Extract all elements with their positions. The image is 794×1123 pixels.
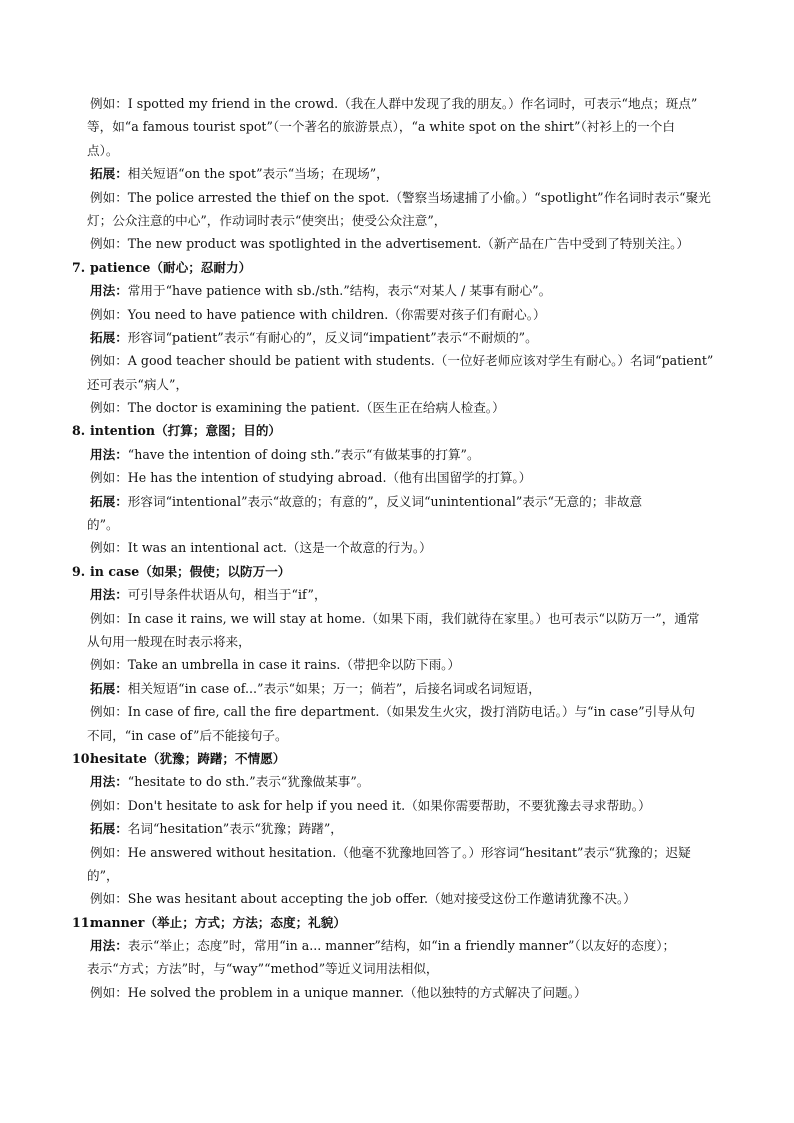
- text-line: 例如：The new product was spotlighted in the advertisement.（新产品在广告中受到了特别关注。）: [90, 236, 690, 252]
- label-text: 表示“举止；态度”时，常用“in a... manner”结构，如“in a friendly manner”（以友好的态度）；: [127, 938, 676, 954]
- text-line: 例如：I spotted my friend in the crowd.（我在人群中发现了我的朋友。）作名词时，可表示“地点；斑点”: [90, 96, 698, 111]
- label-text: 可引导条件状语从句，相当于“if”，: [127, 587, 327, 603]
- vocab-entry-heading: [72, 911, 732, 934]
- usage-line: [72, 443, 732, 466]
- entry-title: patience（耐心；忍耐力）: [90, 259, 252, 275]
- text-line: 例如：It was an intentional act.（这是一个故意的行为。）: [90, 540, 432, 556]
- text-line: 例如：A good teacher should be patient with students.（一位好老师应该对学生有耐心。）名词“patient”: [90, 353, 714, 369]
- label-text: “hesitate to do sth.”表示“犹豫做某事”。: [127, 774, 370, 790]
- usage-line: [72, 326, 732, 349]
- label-text: 相关短语“in case of...”表示“如果；万一；倘若”，后接名词或名词短语，: [127, 680, 541, 696]
- text-line: 不同，“in case of”后不能接句子。: [87, 727, 288, 743]
- text-line: 例如：The doctor is examining the patient.（医生正在给病人检查。）: [90, 400, 505, 416]
- label-key: 拓展：: [90, 493, 128, 509]
- text-line: 例如：She was hesitant about accepting the job offer.（她对接受这份工作邀请犹豫不决。）: [90, 891, 636, 907]
- usage-line: [72, 583, 732, 606]
- usage-line: [72, 817, 732, 840]
- usage-line: [72, 279, 732, 302]
- entry-number: 9.: [72, 563, 86, 579]
- label-key: 用法：: [90, 938, 128, 954]
- label-key: 拓展：: [90, 329, 128, 345]
- text-line: 表示“方式；方法”时，与“way”“method”等近义词用法相似，: [87, 961, 439, 977]
- vocab-entry-heading: [72, 256, 732, 279]
- text-line: 的”，: [87, 867, 119, 883]
- text-line: 例如：You need to have patience with children.（你需要对孩子们有耐心。）: [90, 306, 546, 322]
- label-key: 拓展：: [90, 680, 128, 696]
- label-key: 拓展：: [90, 821, 128, 837]
- text-line: 例如：Don't hesitate to ask for help if you need it.（如果你需要帮助，不要犹豫去寻求帮助。）: [90, 797, 651, 813]
- text-line: 点）。: [87, 142, 119, 158]
- label-text: 名词“hesitation”表示“犹豫；踌躇”，: [127, 821, 343, 837]
- text-line: 还可表示“病人”，: [87, 376, 189, 392]
- text-line: 从句用一般现在时表示将来，: [87, 633, 251, 649]
- entry-number: 10.: [72, 750, 94, 766]
- label-text: 形容词“intentional”表示“故意的；有意的”，反义词“unintentional”表示“无意的；非故意: [127, 493, 643, 509]
- text-line: 例如：In case of fire, call the fire department.（如果发生火灾，拨打消防电话。）与“in case”引导从句: [90, 704, 696, 720]
- vocab-entry-heading: [72, 560, 732, 583]
- entry-title: intention（打算；意图；目的）: [90, 423, 282, 439]
- text-line: 例如：He has the intention of studying abroad.（他有出国留学的打算。）: [90, 470, 532, 486]
- label-key: 拓展：: [90, 166, 128, 182]
- text-line: 例如：He answered without hesitation.（他毫不犹豫地回答了。）形容词“hesitant”表示“犹豫的；迟疑: [90, 844, 691, 860]
- text-line: 等，如“a famous tourist spot”（一个著名的旅游景点），“a white spot on the shirt”（衬衫上的一个白: [87, 119, 675, 135]
- label-key: 用法：: [90, 587, 128, 603]
- text-line: 灯；公众注意的中心”，作动词时表示“使突出；使受公众注意”，: [87, 212, 447, 228]
- entry-title: hesitate（犹豫；踌躇；不情愿）: [90, 750, 286, 766]
- usage-line: [72, 677, 732, 700]
- label-text: 常用于“have patience with sb./sth.”结构，表示“对某人 / 某事有耐心”。: [127, 283, 552, 299]
- label-key: 用法：: [90, 283, 128, 299]
- entry-title: in case（如果；假使；以防万一）: [90, 563, 291, 579]
- label-text: “have the intention of doing sth.”表示“有做某事的打算”。: [127, 446, 480, 462]
- usage-line: [72, 162, 732, 185]
- text-line: 例如：He solved the problem in a unique manner.（他以独特的方式解决了问题。）: [90, 984, 587, 1000]
- label-text: 相关短语“on the spot”表示“当场；在现场”，: [127, 166, 389, 182]
- label-key: 用法：: [90, 774, 128, 790]
- text-line: 的”。: [87, 517, 119, 533]
- vocab-entry-heading: [72, 419, 732, 442]
- document-page: [72, 92, 732, 1004]
- entry-number: 11.: [72, 914, 94, 930]
- usage-line: [72, 490, 732, 513]
- label-key: 用法：: [90, 446, 128, 462]
- label-text: 形容词“patient”表示“有耐心的”，反义词“impatient”表示“不耐烦的”。: [127, 329, 538, 345]
- entry-title: manner（举止；方式；方法；态度；礼貌）: [90, 914, 346, 930]
- entry-number: 8.: [72, 423, 86, 439]
- entry-number: 7.: [72, 259, 86, 275]
- text-line: 例如：The police arrested the thief on the spot.（警察当场逮捕了小偷。）“spotlight”作名词时表示“聚光: [90, 189, 711, 205]
- vocab-entry-heading: [72, 747, 732, 770]
- text-line: 例如：Take an umbrella in case it rains.（带把伞以防下雨。）: [90, 657, 461, 673]
- usage-line: [72, 770, 732, 793]
- usage-line: [72, 934, 732, 957]
- text-line: 例如：In case it rains, we will stay at home.（如果下雨，我们就待在家里。）也可表示“以防万一”，通常: [90, 610, 700, 626]
